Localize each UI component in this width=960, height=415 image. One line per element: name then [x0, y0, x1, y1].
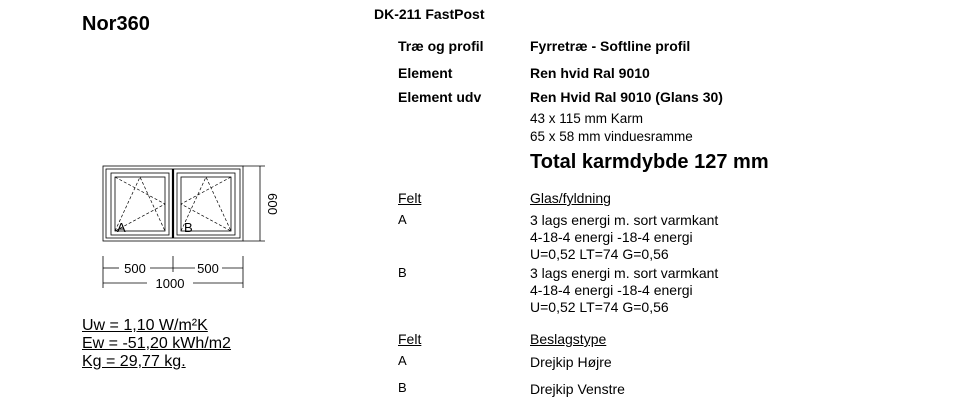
glass-a-line-2: 4-18-4 energi -18-4 energi — [530, 229, 693, 245]
spec-value-element-outside: Ren Hvid Ral 9010 (Glans 30) — [530, 89, 723, 105]
total-depth: Total karmdybde 127 mm — [530, 151, 769, 173]
pane-b-label: B — [184, 220, 193, 235]
brand-title: Nor360 — [82, 13, 150, 35]
glass-field-a: A — [398, 212, 407, 227]
hardware-felt-header: Felt — [398, 331, 422, 347]
left-width-label: 500 — [124, 261, 146, 276]
height-dim-label: 600 — [265, 193, 280, 215]
hardware-field-a: A — [398, 353, 407, 368]
hardware-b-value: Drejkip Venstre — [530, 381, 625, 397]
height-dimension — [243, 166, 265, 241]
property-kg: Kg = 29,77 kg. — [82, 353, 186, 370]
glass-header: Glas/fyldning — [530, 190, 611, 206]
window-drawing — [95, 158, 280, 288]
glass-field-b: B — [398, 265, 407, 280]
spec-label-element-outside: Element udv — [398, 89, 482, 105]
hardware-a-value: Drejkip Højre — [530, 354, 612, 370]
glass-felt-header: Felt — [398, 190, 422, 206]
glass-b-line-2: 4-18-4 energi -18-4 energi — [530, 282, 693, 298]
pane-a-label: A — [117, 220, 126, 235]
property-uw: Uw = 1,10 W/m²K — [82, 317, 208, 334]
dimension-sash: 65 x 58 mm vinduesramme — [530, 129, 693, 144]
spec-value-element: Ren hvid Ral 9010 — [530, 65, 650, 81]
glass-b-line-1: 3 lags energi m. sort varmkant — [530, 265, 719, 281]
spec-label-wood: Træ og profil — [398, 38, 484, 54]
dimension-frame: 43 x 115 mm Karm — [530, 111, 644, 126]
spec-label-element: Element — [398, 65, 453, 81]
glass-a-line-3: U=0,52 LT=74 G=0,56 — [530, 246, 669, 262]
hardware-header: Beslagstype — [530, 331, 607, 347]
product-title: DK-211 FastPost — [374, 6, 485, 22]
property-ew: Ew = -51,20 kWh/m2 — [82, 335, 231, 352]
total-width-label: 1000 — [155, 276, 185, 288]
glass-b-line-3: U=0,52 LT=74 G=0,56 — [530, 299, 669, 315]
right-width-label: 500 — [197, 261, 219, 276]
spec-value-wood: Fyrretræ - Softline profil — [530, 38, 691, 54]
glass-a-line-1: 3 lags energi m. sort varmkant — [530, 212, 719, 228]
hardware-field-b: B — [398, 380, 407, 395]
